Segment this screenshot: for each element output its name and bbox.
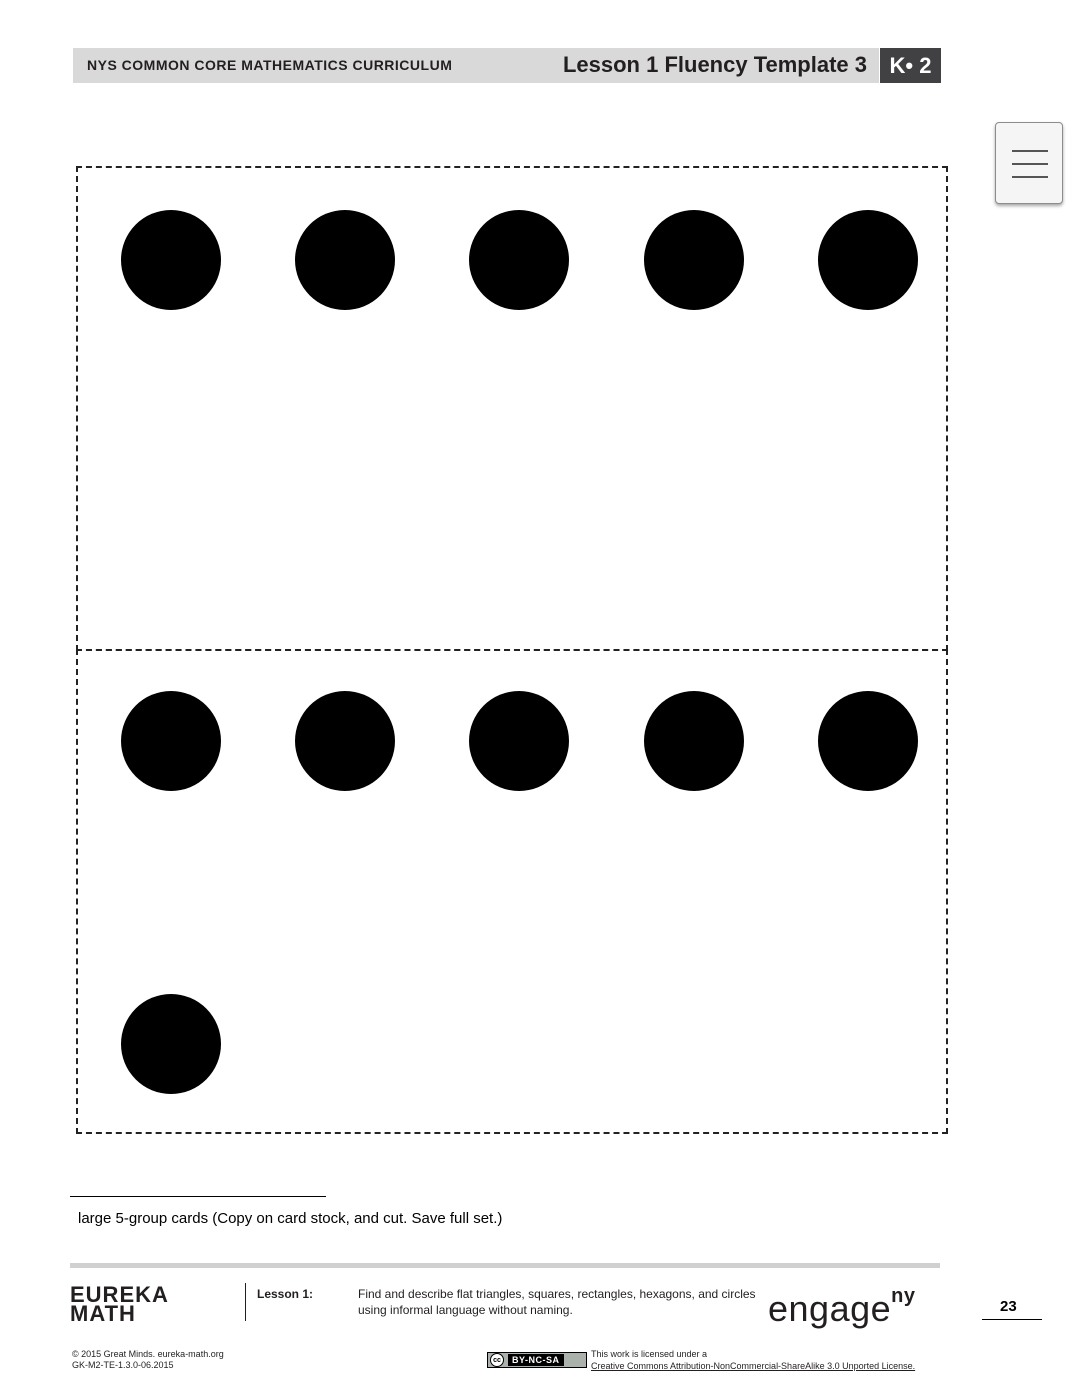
lesson-description: Find and describe flat triangles, squares, rectangles, hexagons, and circles using informal language without naming. xyxy=(358,1287,756,1317)
dot xyxy=(121,994,221,1094)
footer-rule xyxy=(70,1263,940,1268)
dot xyxy=(469,691,569,791)
menu-button[interactable] xyxy=(995,122,1063,204)
logo-line-1: EUREKA xyxy=(70,1282,169,1307)
dot xyxy=(818,691,918,791)
page-number-rule xyxy=(982,1319,1042,1320)
license-link[interactable]: Creative Commons Attribution-NonCommercial-ShareAlike 3.0 Unported License. xyxy=(591,1361,916,1371)
hamburger-icon-line xyxy=(1012,163,1048,165)
dot xyxy=(644,691,744,791)
footnote: large 5-group cards (Copy on card stock, and cut. Save full set.) xyxy=(78,1210,503,1227)
license-text xyxy=(591,1348,915,1372)
copyright-line: © 2015 Great Minds. eureka-math.org xyxy=(72,1349,224,1359)
hamburger-icon xyxy=(1012,150,1048,152)
document-code: GK-M2-TE-1.3.0-06.2015 xyxy=(72,1360,174,1370)
cc-icon: cc xyxy=(490,1353,504,1367)
cc-license-badge xyxy=(487,1352,587,1368)
dot xyxy=(469,210,569,310)
footnote-rule xyxy=(70,1196,326,1197)
dot xyxy=(295,210,395,310)
copyright xyxy=(72,1349,224,1371)
footer-divider xyxy=(245,1283,246,1321)
lesson-label: Lesson 1: xyxy=(257,1287,314,1301)
page-number: 23 xyxy=(1000,1298,1017,1315)
dot-card xyxy=(76,649,948,1134)
hamburger-icon-line xyxy=(1012,176,1048,178)
curriculum-title: NYS COMMON CORE MATHEMATICS CURRICULUM xyxy=(87,57,453,73)
lesson-title: Lesson 1 Fluency Template 3 xyxy=(562,52,867,77)
engage-text: engage xyxy=(768,1288,892,1329)
dot xyxy=(121,691,221,791)
dot xyxy=(121,210,221,310)
dot xyxy=(644,210,744,310)
grade-badge: K• 2 xyxy=(880,48,941,83)
engage-sup: ny xyxy=(891,1285,916,1307)
cc-badge-text: BY-NC-SA xyxy=(508,1354,564,1366)
dot-card xyxy=(76,166,948,651)
eureka-math-logo xyxy=(70,1282,169,1326)
logo-line-2: MATH xyxy=(70,1301,136,1326)
engageny-logo xyxy=(768,1285,916,1330)
dot xyxy=(295,691,395,791)
dot xyxy=(818,210,918,310)
license-line: This work is licensed under a xyxy=(591,1349,708,1359)
